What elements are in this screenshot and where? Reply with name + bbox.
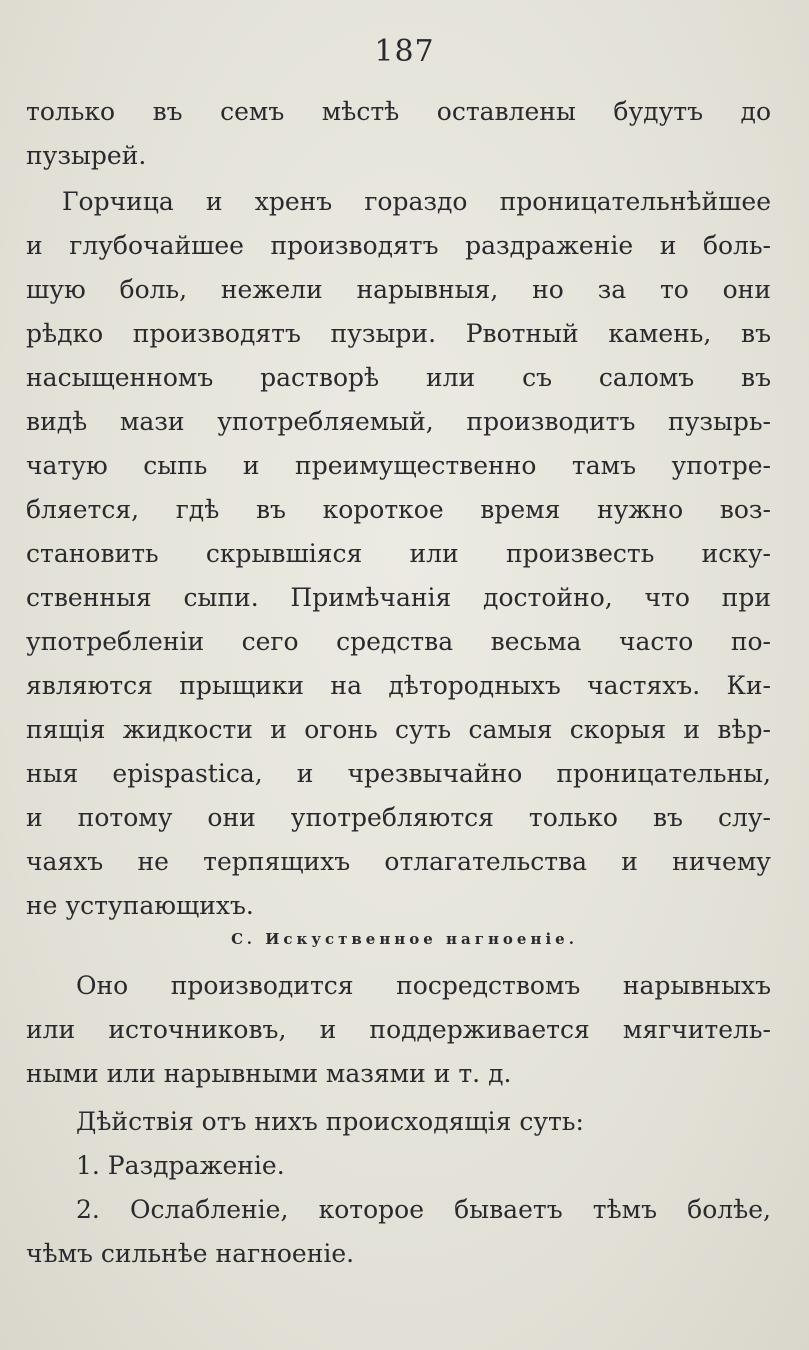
text-line: чаяхъ не терпящихъ отлагательства и ничему: [26, 847, 771, 876]
text-line: видѣ мази употребляемый, производитъ пузырь-: [26, 407, 771, 436]
text-line: и потому они употребляются только въ слу-: [26, 803, 771, 832]
paragraph-1: [26, 90, 771, 178]
text-line: Оно производится посредствомъ нарывныхъ: [76, 971, 771, 1000]
text-line: не уступающихъ.: [26, 891, 254, 920]
text-line: чѣмъ сильнѣе нагноеніе.: [26, 1239, 355, 1268]
numbered-list: [26, 1144, 771, 1276]
text-line: ныя epispastica, и чрезвычайно проницательны,: [26, 759, 771, 788]
text-line: ными или нарывными мазями и т. д.: [26, 1059, 512, 1088]
text-line: или источниковъ, и поддерживается мягчитель-: [26, 1015, 771, 1044]
list-item: 1. Раздраженіе.: [76, 1151, 285, 1180]
text-line: чатую сыпь и преимущественно тамъ употре-: [26, 451, 771, 480]
paragraph-2: [26, 180, 771, 928]
section-heading: C. Искуственное нагноеніе.: [231, 930, 578, 948]
text-line: насыщенномъ растворѣ или съ саломъ въ: [26, 363, 771, 392]
list-item: 2. Ослабленіе, которое бываетъ тѣмъ болѣе,: [76, 1195, 771, 1224]
text-line: Горчица и хренъ гораздо проницательнѣйшее: [62, 187, 771, 216]
text-line: только въ семъ мѣстѣ оставлены будутъ до: [26, 97, 771, 126]
text-line: рѣдко производятъ пузыри. Рвотный камень, въ: [26, 319, 771, 348]
text-line: становить скрывшіяся или произвесть иску-: [26, 539, 771, 568]
text-line: Дѣйствія отъ нихъ происходящія суть:: [76, 1107, 584, 1136]
text-line: являются прыщики на дѣтородныхъ частяхъ. Ки-: [26, 671, 771, 700]
text-line: бляется, гдѣ въ короткое время нужно воз-: [26, 495, 771, 524]
text-line: шую боль, нежели нарывныя, но за то они: [26, 275, 771, 304]
text-line: пузырей.: [26, 141, 147, 170]
page-number: 187: [374, 34, 435, 69]
paragraph-4: [26, 1100, 771, 1144]
text-line: употребленіи сего средства весьма часто по-: [26, 627, 771, 656]
text-line: и глубочайшее производятъ раздраженіе и боль-: [26, 231, 771, 260]
paragraph-3: [26, 964, 771, 1096]
text-line: ственныя сыпи. Примѣчанія достойно, что при: [26, 583, 771, 612]
text-line: пящія жидкости и огонь суть самыя скорыя и вѣр-: [26, 715, 771, 744]
